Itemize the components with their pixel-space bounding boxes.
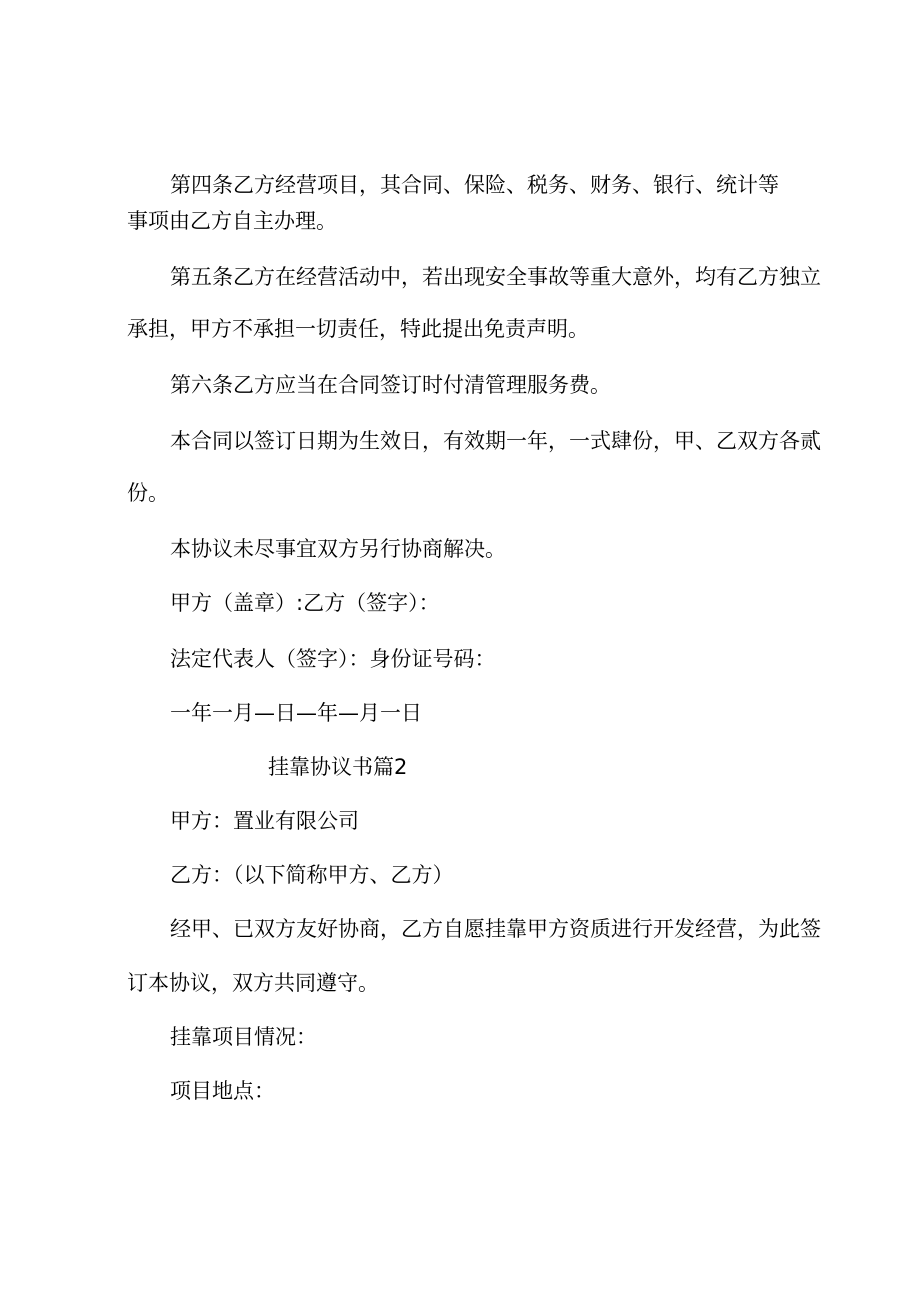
agreement-intro-line-1: 经甲、已双方友好协商，乙方自愿挂靠甲方资质进行开发经营，为此签: [170, 917, 821, 941]
agreement-intro-line-2: 订本协议，双方共同遵守。: [127, 971, 379, 995]
date-line: 一年一月—日—年—月一日: [170, 701, 422, 725]
article-5-line-1: 第五条乙方在经营活动中，若出现安全事故等重大意外，均有乙方独立: [170, 265, 821, 289]
validity-line-2: 份。: [127, 481, 169, 505]
article-5-line-2: 承担，甲方不承担一切责任，特此提出免责声明。: [127, 317, 589, 341]
unresolved-matters-line: 本协议未尽事宜双方另行协商解决。: [170, 537, 506, 561]
party-signature-line: 甲方（盖章）:乙方（签字）：: [170, 591, 440, 615]
article-4-line-2: 事项由乙方自主办理。: [127, 209, 337, 233]
article-6-line: 第六条乙方应当在合同签订时付清管理服务费。: [170, 373, 611, 397]
project-location-line: 项目地点：: [170, 1079, 275, 1103]
project-info-line: 挂靠项目情况：: [170, 1025, 317, 1049]
party-b-line: 乙方：（以下简称甲方、乙方）: [170, 863, 454, 887]
legal-representative-line: 法定代表人（签字）：身份证号码：: [170, 647, 496, 671]
validity-line-1: 本合同以签订日期为生效日，有效期一年，一式肆份，甲、乙双方各贰: [170, 429, 821, 453]
section-heading: 挂靠协议书篇2: [268, 755, 408, 779]
party-a-line: 甲方：置业有限公司: [170, 809, 359, 833]
article-4-line-1: 第四条乙方经营项目，其合同、保险、税务、财务、银行、统计等: [170, 173, 779, 197]
